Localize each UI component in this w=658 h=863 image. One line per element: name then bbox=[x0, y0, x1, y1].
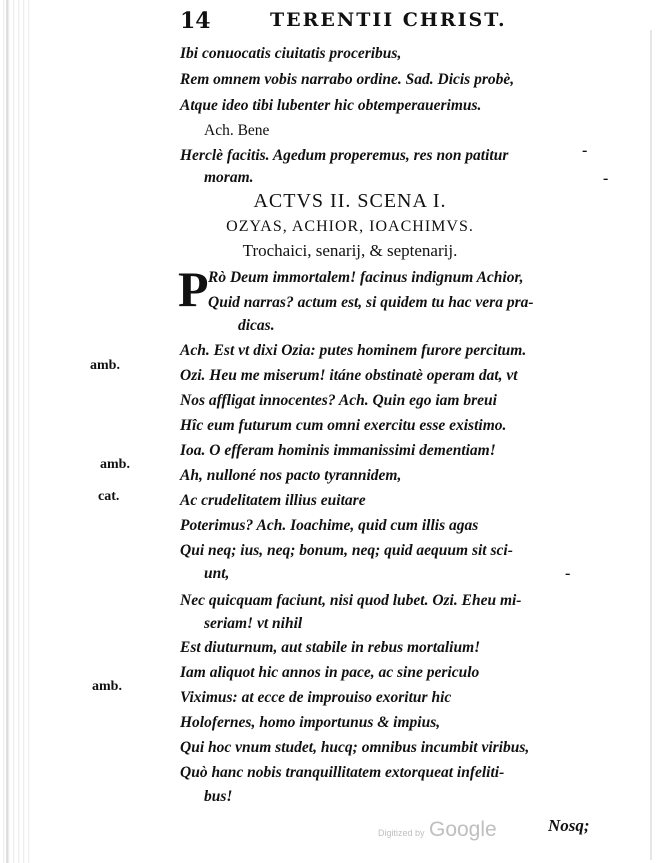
text-line: Qui neq; ius, neq; bonum, neq; quid aequum sit sci- bbox=[180, 542, 513, 559]
page-header bbox=[180, 8, 580, 38]
character-list: OZYAS, ACHIOR, IOACHIMVS. bbox=[226, 218, 474, 235]
text-line: Viximus: at ecce de improuiso exoritur hic bbox=[180, 689, 452, 706]
text-line: unt, bbox=[204, 565, 230, 582]
watermark-small-text: Digitized by bbox=[378, 828, 425, 838]
meter-note: Trochaici, senarij, & septenarij. bbox=[242, 241, 458, 260]
margin-dash: - bbox=[603, 170, 609, 187]
text-line: seriam! vt nihil bbox=[204, 615, 303, 632]
text-line: Hîc eum futurum cum omni exercitu esse existimo. bbox=[180, 417, 507, 434]
catchword: Nosq; bbox=[548, 816, 590, 835]
text-line: Ach. Bene bbox=[204, 122, 270, 139]
text-line: Ibi conuocatis ciuitatis proceribus, bbox=[180, 45, 402, 62]
text-line: Ah, nulloné nos pacto tyrannidem, bbox=[180, 467, 402, 484]
text-line: Iam aliquot hic annos in pace, ac sine periculo bbox=[180, 664, 480, 681]
text-line: Atque ideo tibi lubenter hic obtemperauerimus. bbox=[180, 97, 482, 114]
text-line: Rem omnem vobis narrabo ordine. Sad. Dicis probè, bbox=[180, 71, 515, 88]
running-title: TERENTII CHRIST. bbox=[270, 9, 507, 31]
act-scene-heading: ACTVS II. SCENA I. bbox=[253, 190, 447, 212]
margin-dash: - bbox=[582, 142, 588, 159]
text-line: Ac crudelitatem illius euitare bbox=[180, 492, 366, 509]
text-line: Rò Deum immortalem! facinus indignum Achior, bbox=[208, 269, 524, 286]
text-line: Quò hanc nobis tranquillitatem extorqueat infeliti- bbox=[180, 764, 505, 781]
digitization-watermark bbox=[378, 818, 497, 842]
text-line: Poterimus? Ach. Ioachime, quid cum illis agas bbox=[180, 517, 479, 534]
right-edge-line bbox=[650, 30, 652, 860]
margin-note: cat. bbox=[98, 489, 120, 504]
text-line: moram. bbox=[204, 169, 254, 186]
text-line: Holofernes, homo importunus & impius, bbox=[180, 714, 441, 731]
margin-note: amb. bbox=[90, 358, 120, 373]
text-line: Nos affligat innocentes? Ach. Quin ego iam breui bbox=[180, 392, 497, 409]
text-line: Nec quicquam faciunt, nisi quod lubet. Ozi. Eheu mi- bbox=[180, 592, 522, 609]
page-number: 14 bbox=[180, 8, 211, 34]
margin-note: amb. bbox=[100, 457, 130, 472]
margin-dash: - bbox=[565, 565, 571, 582]
text-line: Qui hoc vnum studet, hucq; omnibus incumbit viribus, bbox=[180, 739, 530, 756]
text-line: dicas. bbox=[238, 317, 275, 334]
drop-cap: P bbox=[178, 261, 209, 317]
text-line: bus! bbox=[204, 788, 233, 805]
text-line: Est diuturnum, aut stabile in rebus mortalium! bbox=[180, 639, 481, 656]
margin-note: amb. bbox=[92, 679, 122, 694]
watermark-logo-text: Google bbox=[428, 818, 497, 841]
text-line: Herclè facitis. Agedum properemus, res non patitur bbox=[180, 147, 509, 164]
page-gutter-shadow bbox=[0, 0, 30, 863]
text-line: Quid narras? actum est, si quidem tu hac vera pra- bbox=[208, 294, 534, 311]
text-line: Ozi. Heu me miserum! itáne obstinatè operam dat, vt bbox=[180, 367, 518, 384]
binding-line bbox=[6, 0, 8, 863]
text-line: Ach. Est vt dixi Ozia: putes hominem furore percitum. bbox=[180, 342, 527, 359]
text-line: Ioa. O efferam hominis immanissimi dementiam! bbox=[180, 442, 496, 459]
